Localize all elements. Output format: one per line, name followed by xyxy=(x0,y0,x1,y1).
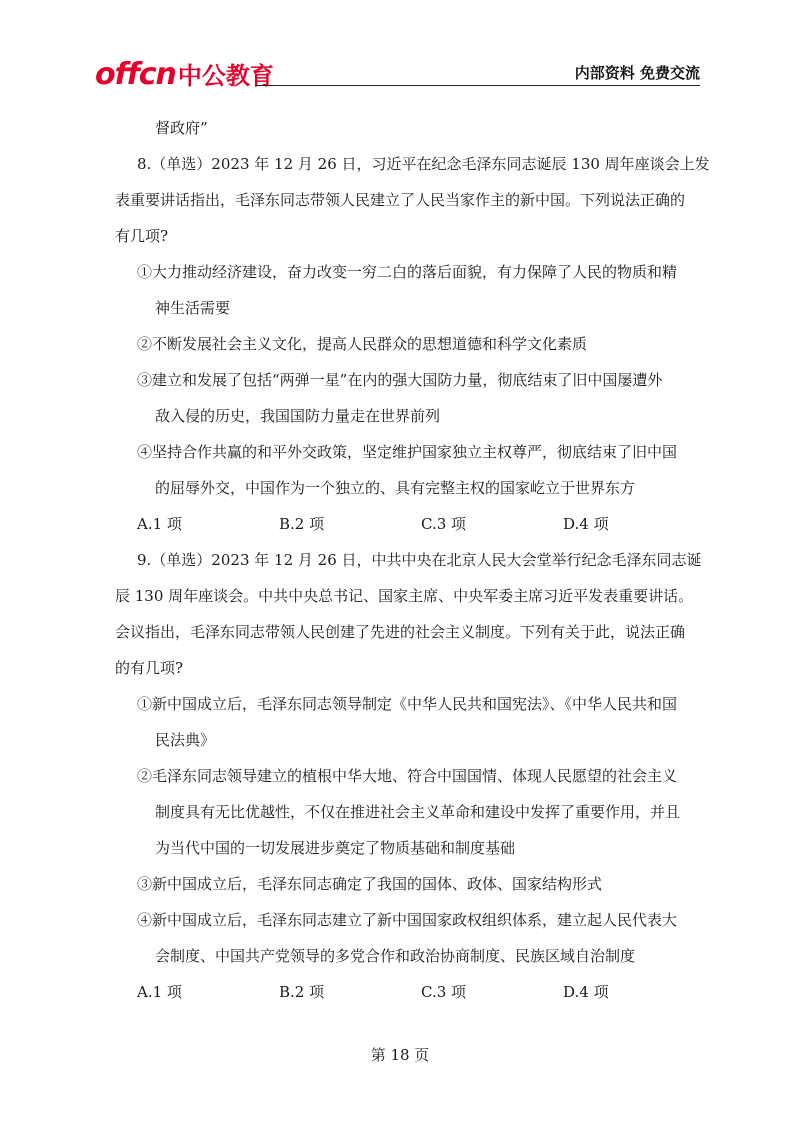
choice-c[interactable]: C.3 项 xyxy=(421,983,467,1001)
page-number: 第 18 页 xyxy=(370,1046,430,1064)
question-8-item-1: 神生活需要 xyxy=(155,299,231,317)
choice-a[interactable]: A.1 项 xyxy=(137,515,182,533)
page-header xyxy=(95,56,700,92)
question-9-choices xyxy=(115,974,705,1010)
question-9-stem: 会议指出，毛泽东同志带领人民创建了先进的社会主义制度。下列有关于此，说法正确 xyxy=(115,623,686,641)
question-8-item-4: ④坚持合作共赢的和平外交政策，坚定维护国家独立主权尊严，彻底结束了旧中国 xyxy=(137,443,678,461)
offcn-logo xyxy=(95,56,274,92)
choice-d[interactable]: D.4 项 xyxy=(563,983,609,1001)
text-line: 督政府” xyxy=(155,119,208,137)
choice-d[interactable]: D.4 项 xyxy=(563,515,609,533)
choice-b[interactable]: B.2 项 xyxy=(279,983,325,1001)
question-9-stem: 的有几项? xyxy=(115,659,184,677)
question-9-item-2: ②毛泽东同志领导建立的植根中华大地、符合中国国情、体现人民愿望的社会主义 xyxy=(137,767,678,785)
logo-en-text: offcn xyxy=(95,57,176,92)
question-8-item-2: ②不断发展社会主义文化，提高人民群众的思想道德和科学文化素质 xyxy=(137,335,588,353)
question-8-item-3: ③建立和发展了包括“两弹一星”在内的强大国防力量，彻底结束了旧中国屡遭外 xyxy=(137,371,663,389)
question-8-stem: 有几项? xyxy=(115,227,169,245)
header-note: 内部资料 免费交流 xyxy=(574,64,700,82)
choice-c[interactable]: C.3 项 xyxy=(421,515,467,533)
question-9-item-4: ④新中国成立后，毛泽东同志建立了新中国国家政权组织体系，建立起人民代表大 xyxy=(137,911,678,929)
question-9-stem: 辰 130 周年座谈会。中共中央总书记、国家主席、中央军委主席习近平发表重要讲话。 xyxy=(115,587,694,605)
question-8-stem: 表重要讲话指出，毛泽东同志带领人民建立了人民当家作主的新中国。下列说法正确的 xyxy=(115,191,686,209)
question-9-item-4: 会制度、中国共产党领导的多党合作和政治协商制度、民族区域自治制度 xyxy=(155,947,636,965)
question-9-item-2: 制度具有无比优越性，不仅在推进社会主义革命和建设中发挥了重要作用，并且 xyxy=(155,803,681,821)
question-9-item-2: 为当代中国的一切发展进步奠定了物质基础和制度基础 xyxy=(155,839,516,857)
question-9-item-1: ①新中国成立后，毛泽东同志领导制定《中华人民共和国宪法》、《中华人民共和国 xyxy=(137,695,678,713)
header-rule xyxy=(255,85,700,86)
choice-b[interactable]: B.2 项 xyxy=(279,515,325,533)
choice-a[interactable]: A.1 项 xyxy=(137,983,182,1001)
question-8-item-4: 的屈辱外交，中国作为一个独立的、具有完整主权的国家屹立于世界东方 xyxy=(155,479,636,497)
logo-cn-text: 中公教育 xyxy=(177,62,274,90)
question-8-item-1: ①大力推动经济建设，奋力改变一穷二白的落后面貌，有力保障了人民的物质和精 xyxy=(137,263,678,281)
question-9-item-1: 民法典》 xyxy=(155,731,216,749)
question-8-item-3: 敌入侵的历史，我国国防力量走在世界前列 xyxy=(155,407,441,425)
question-8-stem: 8.（单选）2023 年 12 月 26 日，习近平在纪念毛泽东同志诞辰 130 周年座谈会上发 xyxy=(137,155,710,173)
question-9-item-3: ③新中国成立后，毛泽东同志确定了我国的国体、政体、国家结构形式 xyxy=(137,875,603,893)
page-body xyxy=(115,110,710,1010)
question-9-stem: 9.（单选）2023 年 12 月 26 日，中共中央在北京人民大会堂举行纪念毛泽东同志诞 xyxy=(137,551,702,569)
question-8-choices xyxy=(115,506,705,542)
